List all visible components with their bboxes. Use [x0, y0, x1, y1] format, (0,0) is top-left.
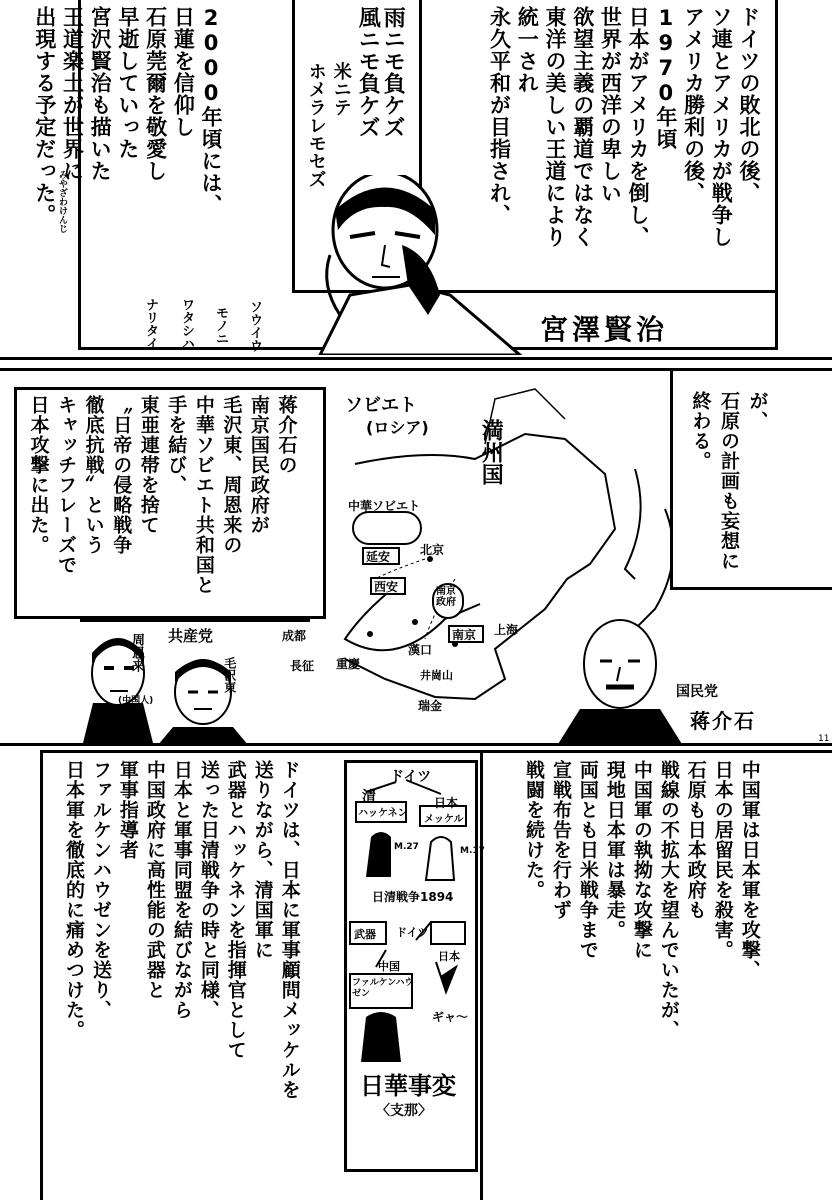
narration-right: ドイツの敗北の後、 ソ連とアメリカが戦争し アメリカ勝利の後、 1970年頃 日本がアメリカを倒し、 世界が西洋の卑しい 欲望主義の覇道ではなく 東洋の美しい王道により 統一され 永久平和が目指され、 [487, 6, 761, 248]
sketch-qing: 清 [362, 789, 376, 805]
sketch-china: 中国 [378, 960, 400, 973]
sketch-m17: M.17 [460, 846, 485, 856]
map-label-hankou: 漢口 [408, 643, 433, 657]
scribble-4: ナリタイ [142, 298, 158, 350]
poem-col2: 風ニモ負ケズ [355, 6, 381, 138]
poem-col4: ホメラレモセズ [305, 62, 327, 188]
map-label-manchukuo: 満州国 [478, 419, 504, 485]
sketch-gya: ギャ～ [432, 1010, 469, 1024]
map-label-long-march: 長征 [290, 659, 315, 673]
sketch-shina: 〈支那〉 [376, 1103, 432, 1119]
mao-label: 毛沢東 [222, 657, 237, 693]
portraits-divider [80, 619, 310, 622]
miyazawa-portrait [290, 175, 550, 355]
sketch-sino-japanese-war: 日清戦争1894 [372, 890, 454, 904]
poem-col3: 米ニテ [330, 62, 352, 116]
map-label-china-soviet: 中華ソビエト [348, 499, 421, 513]
map-label-russia: (ロシア) [366, 418, 429, 437]
narration-bottom-right: 中国軍は日本軍を攻撃、 日本の居留民を殺害。 石原も日本政府も 戦線の不拡大を望んでいたが、 中国軍の執拗な攻撃に 現地日本軍は暴走。 両国とも日米戦争まで 宣戦布告を行わず 戦闘を続けた。 [522, 760, 761, 1040]
zhou-sub-label: (中国人) [118, 696, 154, 706]
map-label-nanjing: 南京 [452, 628, 477, 642]
chiang-portrait [550, 609, 690, 746]
map-label-chongqing: 重慶 [336, 657, 361, 671]
sketch-hakkenen: ハッケネン [358, 808, 408, 819]
scribble-2: モノニ [212, 306, 228, 345]
map-box-china-soviet [352, 511, 422, 545]
map-label-xian: 西安 [374, 580, 399, 594]
zhou-label: 周恩来 [128, 633, 144, 672]
ccp-label: 共産党 [168, 627, 214, 645]
map-label-nanjing-gov: 南京政府 [436, 586, 456, 608]
map-label-beijing: 北京 [420, 543, 445, 557]
map-label-ruijin: 瑞金 [418, 699, 443, 713]
chiang-label: 蒋介石 [690, 709, 756, 733]
sketch-weapons: 武器 [354, 928, 376, 941]
sketch-japan2: 日本 [438, 950, 460, 963]
mao-portrait [148, 647, 258, 746]
sketch-germany2: ドイツ [396, 926, 429, 939]
name-label: 宮澤賢治 [540, 313, 669, 346]
map-label-soviet: ソビエト [345, 395, 417, 416]
panel-top [0, 0, 832, 360]
map-label-shanghai: 上海 [494, 623, 519, 637]
sketch-meckel: メッケル [424, 814, 464, 825]
map-label-chengdu: 成都 [282, 629, 307, 643]
narration-right: が、 石原の計画も妄想に 終わる。 [689, 391, 769, 571]
scribble-1: ソウイウ [246, 300, 262, 352]
sketch-falkenhausen: ファルケンハウゼン [352, 978, 414, 999]
sketch-m27: M.27 [394, 842, 419, 852]
poem-col1: 雨ニモ負ケズ [380, 6, 406, 138]
narration-left: 蒋介石の 南京国民政府が 毛沢東、周恩来の 中華ソビエト共和国と 手を結び、 東亜連帯を捨て 〝日帝の侵略戦争 徹底抗戦〟という キャッチフレーズで 日本攻撃に出た。 [27, 395, 298, 595]
kmt-label: 国民党 [676, 684, 718, 700]
sketch-incident: 日華事変 [360, 1072, 456, 1100]
sketch-germany1: ドイツ [390, 769, 432, 785]
sketch-japan1: 日本 [434, 796, 459, 810]
map-label-jinggangshan: 井崗山 [420, 669, 453, 682]
panel-map [0, 368, 832, 746]
ruby-miyazawa: みやざわけんじ [57, 170, 67, 233]
narration-bottom-left: ドイツは、日本に軍事顧問メッケルを 送りながら、清国軍に 武器とハッケネンを指揮官として 送った日清戦争の時と同様、 日本と軍事同盟を結びながら 中国政府に高性能の武器と 軍事指導者 ファルケンハウゼンを送り、 日本軍を徹底的に痛めつけた。 [62, 760, 301, 1100]
zhou-portrait [78, 623, 158, 746]
narration-left: 2000年頃には、 日蓮を信仰し 石原莞爾を敬愛し 早逝していった 宮沢賢治も描いた 王道楽土が世界に 出現する予定だった。 [32, 6, 224, 226]
map-label-yanan: 延安 [366, 550, 391, 564]
page-number: 11 [818, 734, 830, 744]
scribble-3: ワタシハ [178, 298, 194, 350]
